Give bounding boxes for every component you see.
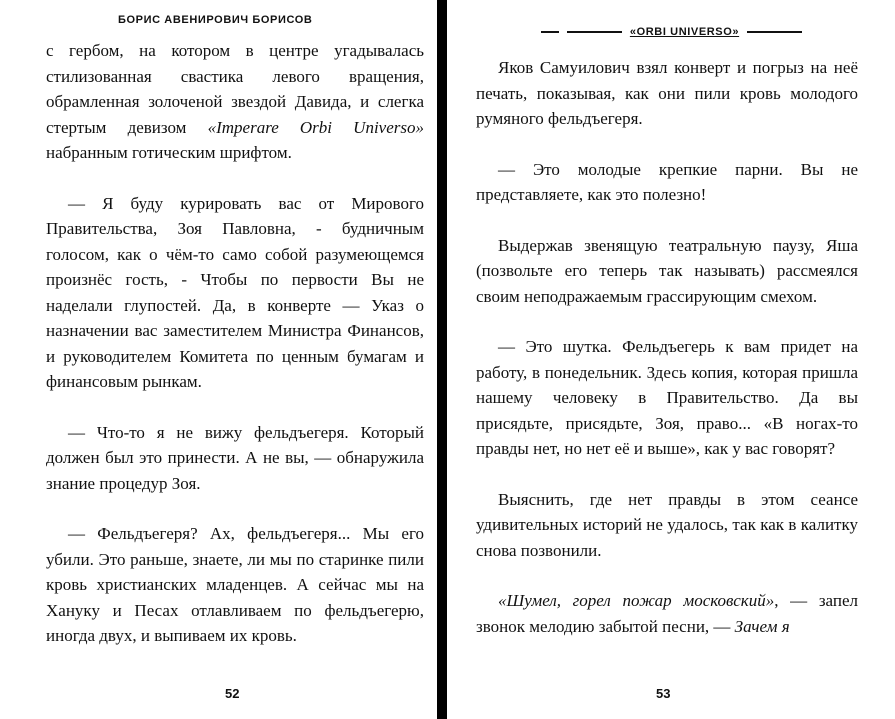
text-run: — Это молодые крепкие парни. Вы не представляете, как это полезно! [476,159,858,204]
text-run: набранным готическим шрифтом. [46,143,292,162]
right-page [448,0,895,719]
text-run: Яков Самуилович взял конверт и погрыз на неё печать, показывая, как они пили кровь молодого румяного фельдъегеря. [476,58,858,128]
paragraph [476,55,858,132]
paragraph [46,191,424,395]
paragraph [476,157,858,208]
running-header-title: «ORBI UNIVERSO» [629,26,740,38]
text-run: Выяснить, где нет правды в этом сеансе удивительных историй не удалось, так как в калитку снова позвонили. [476,489,858,560]
header-rule [541,31,559,33]
book-gutter [437,0,447,719]
right-page-body [476,55,858,639]
paragraph [476,487,858,564]
italic-text: Зачем я [734,616,790,636]
italic-text: «Шумел, горел пожар московский» [498,591,775,610]
paragraph [46,420,424,497]
page-number-right: 53 [656,686,671,701]
text-run: — Что-то я не вижу фельдъегеря. Который должен был это принести. А не вы, — обнаружила знание процедур Зоя. [46,422,424,493]
italic-text: «Imperare Orbi Universo» [207,117,424,137]
header-rule [567,31,622,33]
paragraph [476,588,858,639]
text-run: Выдержав звенящую театральную паузу, Яша (позвольте его теперь так называть) рассмеялся своим неподражаемым грассирующим смехом. [476,235,858,306]
text-run: , — запел звонок мелодию забытой песни, — [476,591,858,636]
left-page [0,0,447,719]
paragraph [46,521,424,649]
text-run: — Это шутка. Фельдъегерь к вам придет на работу, в понедельник. Здесь копия, которая пришла нашему человеку в Правительство. Да вы присядьте, присядьте, Зоя, право... «В ногах-то правды нет, но нет её и выше», как у вас говорят? [476,337,858,458]
running-header-right [448,26,895,38]
text-run: с гербом, на котором в центре угадывалась стилизованная свастика левого вращения, обрамленная золоченой звездой Давида, и слегка стертым девизом [46,41,424,137]
paragraph [476,233,858,310]
running-header-left: БОРИС АВЕНИРОВИЧ БОРИСОВ [118,14,313,26]
left-page-body [46,38,424,649]
page-number-left: 52 [225,686,240,701]
header-rule [747,31,802,33]
text-run: — Я буду курировать вас от Мирового Правительства, Зоя Павловна, - будничным голосом, как о чём-то само собой разумеющемся произнёс гость, - Чтобы по первости Вы не наделали глупостей. Да, в конверте — Указ о назначении вас заместителем Министра Финансов, и руководителем Комитета по ценным бумагам и финансовым рынкам. [46,193,424,391]
paragraph [46,38,424,166]
paragraph [476,334,858,462]
text-run: — Фельдъегеря? Ах, фельдъегеря... Мы его убили. Это раньше, знаете, ли мы по старинке пили кровь христианских младенцев. А сейчас мы на Хануку и Песах отлавливаем по фельдъегерю, иногда двух, и выпиваем их кровь. [46,524,424,645]
